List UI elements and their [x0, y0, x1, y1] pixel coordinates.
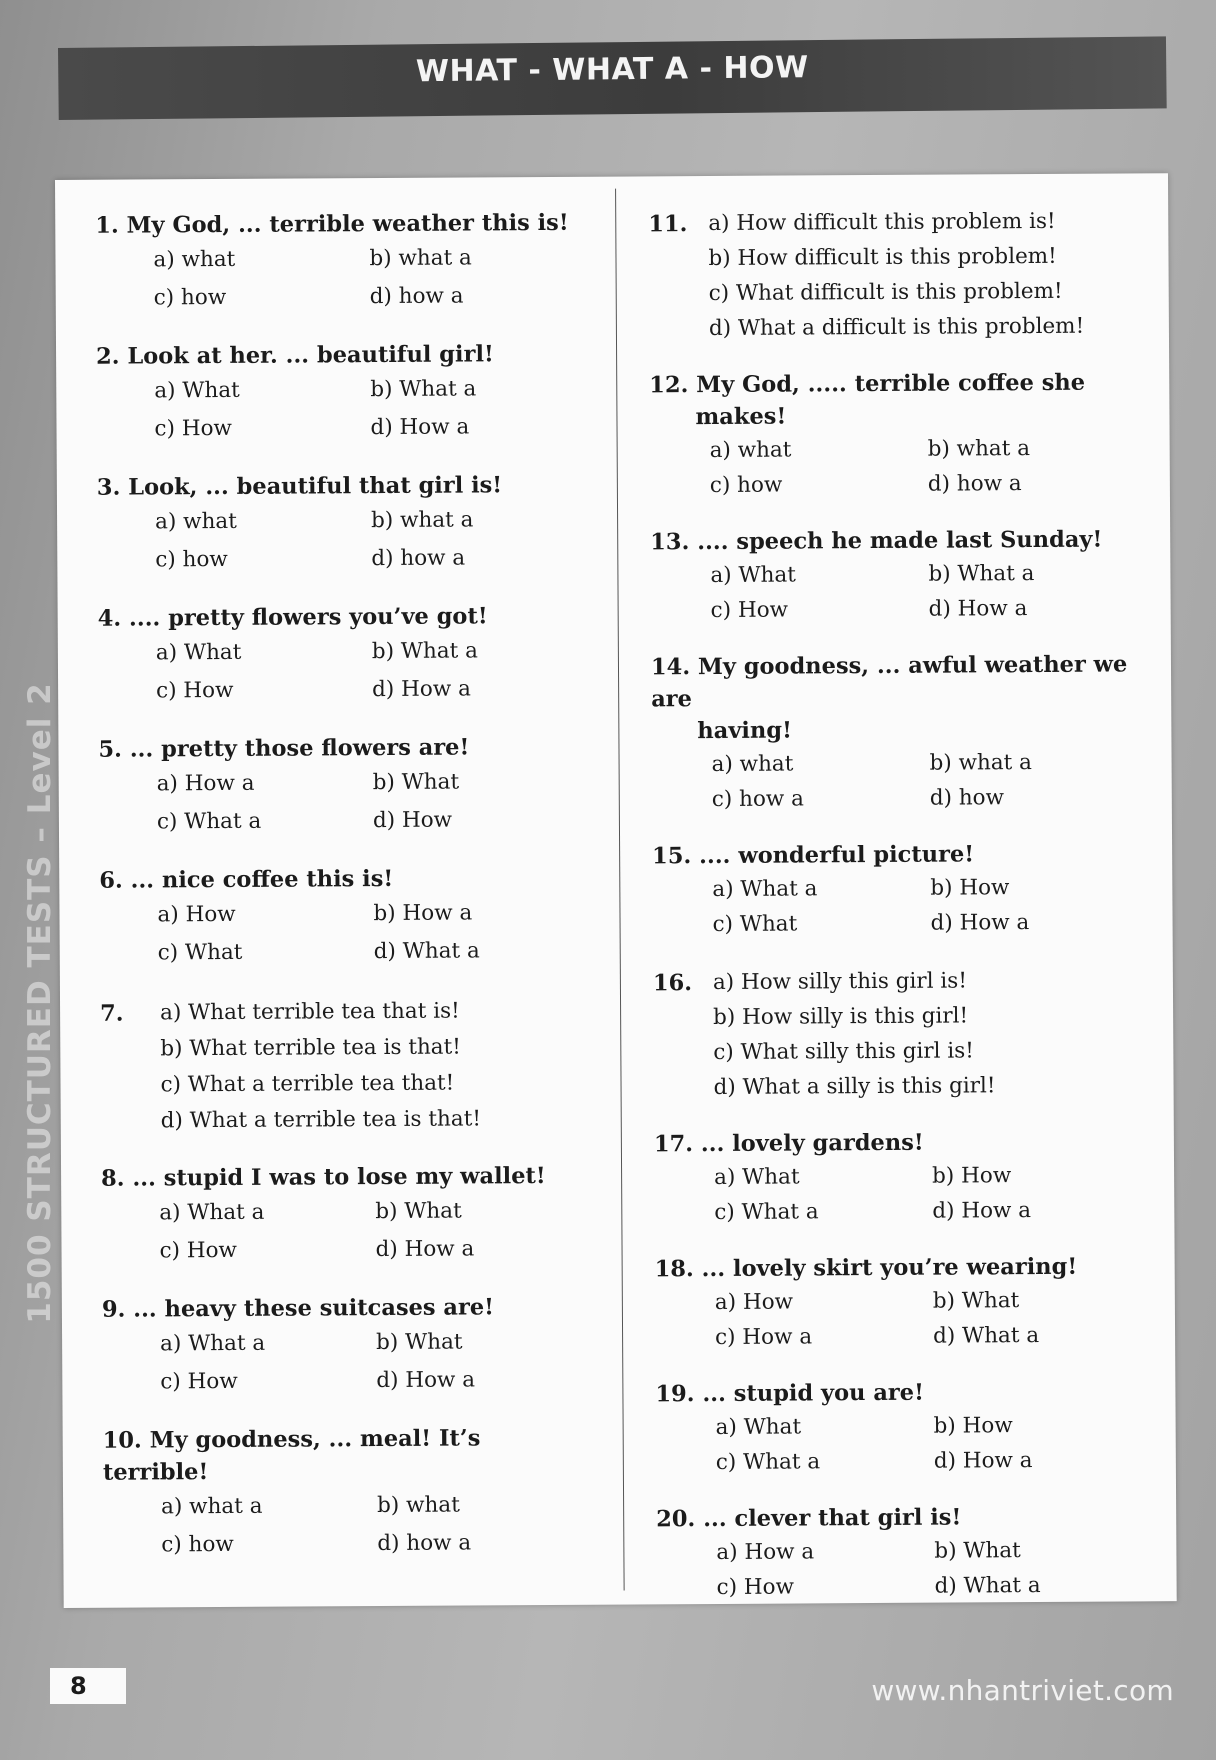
option-d: d) How a — [932, 1198, 1032, 1224]
option-c: c) How — [160, 1368, 238, 1395]
page-title: WHAT - WHAT A - HOW — [415, 50, 809, 90]
question-stem: 3. Look, ... beautiful that girl is! — [96, 472, 503, 501]
question-17 — [654, 1125, 1160, 1230]
question-stem: 12. My God, ..... terrible coffee she — [649, 369, 1086, 399]
question-stem: 13. .... speech he made last Sunday! — [650, 526, 1103, 556]
option-d: d) How a — [372, 676, 471, 703]
option-d: d) What a terrible tea is that! — [160, 1106, 482, 1134]
question-2 — [96, 338, 577, 449]
option-d: d) What a — [934, 1573, 1041, 1599]
question-4 — [98, 600, 579, 711]
option-c: c) What — [712, 911, 798, 937]
option-d: d) What a — [933, 1323, 1040, 1349]
option-c: c) How a — [715, 1324, 813, 1350]
option-c: c) how — [155, 546, 228, 573]
question-stem: 5. ... pretty those flowers are! — [98, 734, 470, 763]
option-d: d) How a — [933, 1448, 1033, 1474]
option-d: d) How a — [928, 596, 1028, 622]
page-number: 8 — [50, 1668, 126, 1704]
option-a: a) What a — [160, 1330, 266, 1357]
header-bar — [58, 36, 1167, 120]
question-stem: 4. .... pretty flowers you’ve got! — [97, 603, 488, 632]
question-1 — [95, 207, 576, 318]
option-c: c) What a terrible tea that! — [160, 1070, 455, 1098]
question-stem: 1. My God, ... terrible weather this is! — [95, 209, 569, 239]
option-b: b) How — [933, 1413, 1013, 1439]
question-stem-continued: having! — [697, 717, 792, 745]
question-stem: 6. ... nice coffee this is! — [99, 865, 394, 894]
option-c: c) How — [159, 1237, 237, 1264]
option-b: b) What — [934, 1538, 1021, 1564]
option-b: b) How — [932, 1163, 1012, 1189]
option-b: b) what a — [929, 750, 1033, 776]
option-d: d) how a — [927, 471, 1022, 497]
question-stem: 20. ... clever that girl is! — [656, 1504, 962, 1533]
option-a: a) What — [710, 562, 796, 589]
option-b: b) How difficult is this problem! — [708, 243, 1057, 272]
option-b: b) How — [930, 875, 1010, 901]
question-stem: 15. .... wonderful picture! — [652, 841, 975, 870]
option-a: a) What terrible tea that is! — [160, 998, 460, 1026]
option-c: c) What difficult is this problem! — [708, 278, 1063, 307]
option-a: a) How difficult this problem is! — [708, 208, 1056, 237]
option-c: c) How — [710, 597, 789, 624]
option-a: a) what — [155, 508, 237, 535]
column-divider — [615, 189, 625, 1591]
option-c: c) How — [716, 1574, 795, 1600]
option-d: d) How a — [376, 1367, 476, 1394]
option-a: a) What — [155, 639, 242, 666]
option-c: c) What a — [714, 1199, 819, 1225]
option-b: b) What a — [370, 376, 477, 403]
right-column — [648, 203, 1162, 1628]
option-a: a) what — [711, 751, 794, 777]
option-d: d) How a — [370, 414, 470, 441]
question-stem: 2. Look at her. ... beautiful girl! — [96, 341, 494, 370]
option-a: a) How — [157, 901, 236, 928]
question-7 — [100, 993, 581, 1140]
option-a: a) What — [715, 1414, 802, 1440]
option-d: d) how a — [377, 1530, 472, 1557]
option-a: a) what a — [161, 1493, 263, 1520]
question-number: 16. — [652, 970, 693, 997]
option-c: c) How — [154, 415, 232, 442]
question-12 — [649, 366, 1155, 503]
option-a: a) What a — [159, 1199, 265, 1226]
option-d: d) What a difficult is this problem! — [708, 313, 1085, 342]
option-d: d) how a — [369, 283, 464, 310]
option-a: a) How — [714, 1289, 794, 1315]
question-stem: 8. ... stupid I was to lose my wallet! — [101, 1163, 546, 1192]
question-15 — [652, 837, 1158, 942]
option-a: a) How silly this girl is! — [712, 968, 968, 995]
option-a: a) How a — [156, 770, 255, 797]
option-d: d) How a — [930, 910, 1030, 936]
question-5 — [98, 731, 579, 842]
option-c: c) how — [153, 284, 227, 311]
question-3 — [97, 469, 578, 580]
option-c: c) How — [156, 677, 234, 704]
side-label: 1500 STRUCTURED TESTS – Level 2 — [22, 682, 58, 1324]
option-b: b) What — [375, 1198, 462, 1225]
option-c: c) how a — [711, 786, 804, 812]
left-column — [95, 207, 583, 1588]
option-a: a) What a — [712, 876, 818, 902]
option-b: b) How silly is this girl! — [713, 1003, 969, 1030]
worksheet-page — [55, 173, 1177, 1608]
question-number: 11. — [648, 211, 688, 238]
option-c: c) What a — [715, 1449, 821, 1475]
question-8 — [101, 1160, 582, 1271]
option-c: c) What a — [156, 808, 262, 835]
option-d: d) How — [372, 807, 453, 834]
option-c: c) how — [709, 472, 783, 499]
option-b: b) How a — [373, 900, 473, 927]
option-c: c) how — [161, 1531, 234, 1558]
option-b: b) what a — [371, 507, 474, 534]
question-10 — [103, 1422, 584, 1565]
question-11 — [648, 203, 1154, 346]
option-b: b) what a — [369, 245, 472, 272]
option-a: a) What — [714, 1164, 800, 1190]
question-stem: 14. My goodness, ... awful weather we are — [650, 651, 1128, 713]
option-b: b) What — [372, 769, 460, 796]
question-20 — [656, 1500, 1162, 1605]
question-18 — [655, 1250, 1161, 1355]
option-a: a) What — [154, 377, 240, 404]
question-9 — [102, 1291, 583, 1402]
question-14 — [651, 648, 1157, 817]
option-d: d) How a — [375, 1236, 475, 1263]
option-a: a) How a — [716, 1539, 815, 1565]
option-c: c) What silly this girl is! — [713, 1038, 974, 1065]
option-b: b) What a — [928, 561, 1035, 587]
question-19 — [655, 1375, 1161, 1480]
question-stem: 19. ... stupid you are! — [655, 1379, 924, 1408]
option-d: d) What a — [373, 938, 480, 965]
option-d: d) how — [929, 785, 1005, 811]
question-stem: 17. ... lovely gardens! — [653, 1129, 924, 1158]
option-b: b) what — [377, 1492, 460, 1519]
option-b: b) What — [932, 1288, 1020, 1314]
question-stem: 10. My goodness, ... meal! It’s terrible! — [102, 1425, 481, 1486]
question-stem: 18. ... lovely skirt you’re wearing! — [654, 1253, 1078, 1283]
option-d: d) What a silly is this girl! — [713, 1073, 996, 1100]
question-stem-continued: makes! — [695, 403, 787, 431]
question-6 — [99, 862, 580, 973]
question-13 — [650, 523, 1156, 628]
option-b: b) What a — [371, 638, 479, 665]
question-stem: 9. ... heavy these suitcases are! — [101, 1294, 495, 1323]
website-url: www.nhantriviet.com — [871, 1674, 1174, 1707]
option-b: b) What terrible tea is that! — [160, 1034, 461, 1062]
option-a: a) what — [153, 246, 236, 273]
option-b: b) what a — [927, 436, 1031, 462]
option-c: c) What — [157, 939, 243, 966]
question-number: 7. — [100, 1000, 124, 1027]
option-a: a) what — [709, 437, 792, 464]
option-b: b) What — [376, 1329, 463, 1356]
option-d: d) how a — [371, 545, 466, 572]
question-16 — [653, 962, 1159, 1105]
